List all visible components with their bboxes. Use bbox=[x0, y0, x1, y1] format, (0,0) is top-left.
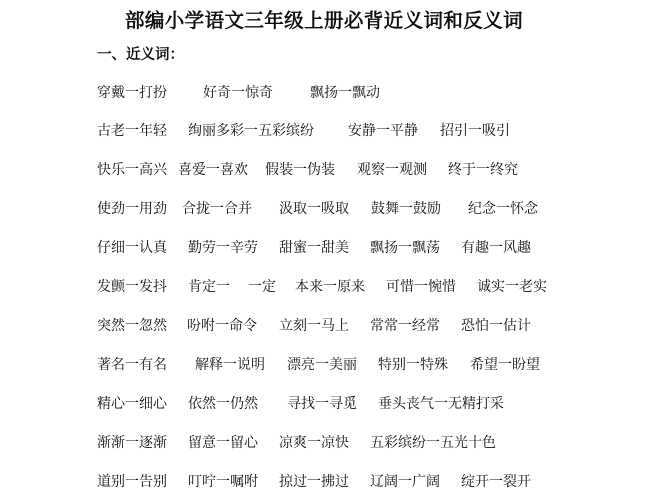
synonym-pair: 鼓舞一鼓励 bbox=[371, 201, 441, 217]
synonym-pair: 终于一终究 bbox=[448, 162, 518, 178]
synonym-pair: 纪念一怀念 bbox=[468, 201, 538, 217]
synonym-row bbox=[0, 160, 648, 180]
synonym-pair: 诚实一老实 bbox=[477, 279, 547, 295]
synonym-pair: 渐渐一逐渐 bbox=[97, 435, 167, 451]
synonym-pair: 精心一细心 bbox=[97, 396, 167, 412]
synonym-pair: 绚丽多彩一五彩缤纷 bbox=[188, 123, 314, 139]
synonym-pair: 快乐一高兴 bbox=[97, 162, 167, 178]
synonym-pair: 喜爱一喜欢 bbox=[178, 162, 248, 178]
synonym-row bbox=[0, 277, 648, 297]
synonym-pair: 常常一经常 bbox=[370, 318, 440, 334]
synonym-pair: 吩咐一命令 bbox=[187, 318, 257, 334]
synonym-pair: 使劲一用劲 bbox=[97, 201, 167, 217]
synonym-pair: 漂亮一美丽 bbox=[287, 357, 357, 373]
synonym-row bbox=[0, 472, 648, 492]
synonym-pair: 依然一仍然 bbox=[188, 396, 258, 412]
synonym-row bbox=[0, 433, 648, 453]
synonym-pair: 汲取一吸取 bbox=[279, 201, 349, 217]
synonym-pair: 五彩缤纷一五光十色 bbox=[370, 435, 496, 451]
synonym-pair: 飘扬一飘动 bbox=[310, 85, 380, 101]
synonym-pair: 飘扬一飘荡 bbox=[370, 240, 440, 256]
synonym-pair: 著名一有名 bbox=[97, 357, 167, 373]
synonym-pair: 解释一说明 bbox=[195, 357, 265, 373]
synonym-pair: 掠过一拂过 bbox=[279, 474, 349, 490]
synonym-pair: 凉爽一凉快 bbox=[279, 435, 349, 451]
section-heading-synonyms: 一、近义词： bbox=[97, 47, 184, 63]
synonym-pair: 辽阔一广阔 bbox=[370, 474, 440, 490]
synonym-row bbox=[0, 83, 648, 103]
synonym-pair: 突然一忽然 bbox=[97, 318, 167, 334]
synonym-pair: 有趣一风趣 bbox=[461, 240, 531, 256]
synonym-row bbox=[0, 121, 648, 141]
synonym-pair: 招引一吸引 bbox=[440, 123, 510, 139]
synonym-pair: 留意一留心 bbox=[188, 435, 258, 451]
synonym-pair: 叮咛一嘱咐 bbox=[188, 474, 258, 490]
synonym-row bbox=[0, 199, 648, 219]
document-title: 部编小学语文三年级上册必背近义词和反义词 bbox=[124, 9, 523, 32]
synonym-pair: 一定 bbox=[248, 279, 276, 295]
synonym-pair: 特别一特殊 bbox=[378, 357, 448, 373]
synonym-pair: 肯定一 bbox=[188, 279, 230, 295]
synonym-pair: 观察一观测 bbox=[357, 162, 427, 178]
synonym-pair: 好奇一惊奇 bbox=[203, 85, 273, 101]
synonym-pair: 寻找一寻觅 bbox=[287, 396, 357, 412]
synonym-pair: 安静一平静 bbox=[348, 123, 418, 139]
synonym-pair: 恐怕一估计 bbox=[461, 318, 531, 334]
synonym-row bbox=[0, 238, 648, 258]
synonym-pair: 仔细一认真 bbox=[97, 240, 167, 256]
synonym-pair: 穿戴一打扮 bbox=[97, 85, 167, 101]
synonym-pair: 希望一盼望 bbox=[470, 357, 540, 373]
synonym-pair: 道别一告别 bbox=[97, 474, 167, 490]
synonym-pair: 本来一原来 bbox=[295, 279, 365, 295]
synonym-row bbox=[0, 355, 648, 375]
synonym-pair: 可惜一惋惜 bbox=[386, 279, 456, 295]
synonym-pair: 垂头丧气一无精打采 bbox=[378, 396, 504, 412]
synonym-pair: 绽开一裂开 bbox=[461, 474, 531, 490]
synonym-pair: 勤劳一辛劳 bbox=[188, 240, 258, 256]
synonym-row bbox=[0, 316, 648, 336]
synonym-pair: 立刻一马上 bbox=[279, 318, 349, 334]
synonym-pair: 甜蜜一甜美 bbox=[279, 240, 349, 256]
synonym-pair: 发颤一发抖 bbox=[97, 279, 167, 295]
synonym-pair: 假装一伪装 bbox=[265, 162, 335, 178]
synonym-pair: 古老一年轻 bbox=[97, 123, 167, 139]
synonym-row bbox=[0, 394, 648, 414]
synonym-pair: 合拢一合并 bbox=[182, 201, 252, 217]
